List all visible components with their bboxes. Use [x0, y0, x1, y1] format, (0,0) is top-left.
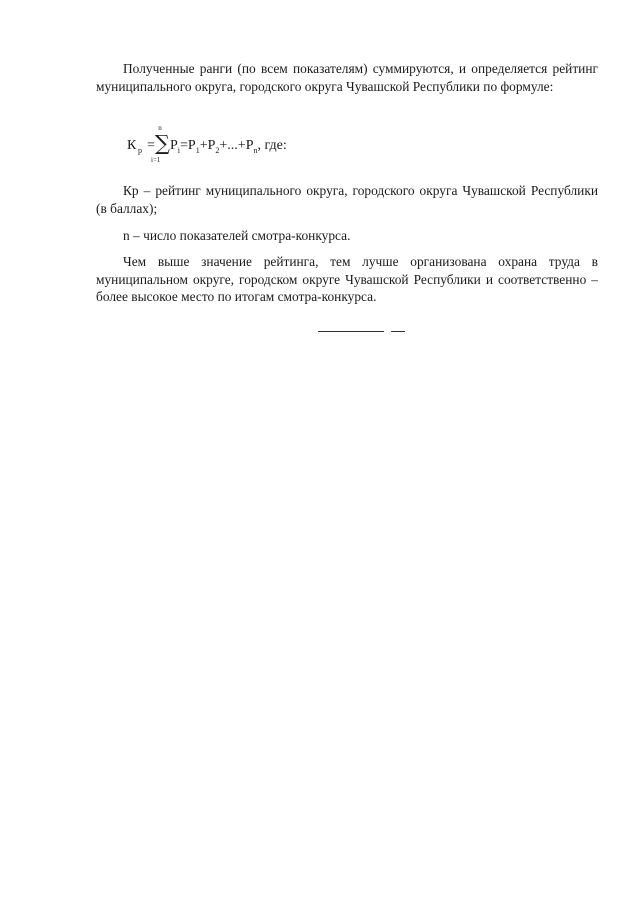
term-p: P: [170, 138, 178, 153]
end-rule-long: [318, 331, 384, 332]
formula-k-subscript: р: [138, 146, 142, 155]
formula-terms: [170, 138, 287, 155]
sigma-symbol: ∑: [155, 131, 170, 155]
term-eq-p: =P: [180, 138, 196, 153]
term-plus-p: +P: [199, 138, 216, 153]
paragraph-kr-definition: Кр – рейтинг муниципального округа, городского округа Чувашской Республики (в баллах);: [96, 183, 598, 216]
term-p-sub-1: 1: [195, 145, 200, 155]
sigma-upper-limit: n: [158, 124, 162, 132]
term-p-sub-i: i: [177, 145, 181, 155]
sigma-lower-limit: i=1: [151, 156, 161, 164]
formula-k: К: [127, 138, 137, 153]
term-p-sub-2: 2: [215, 145, 220, 155]
paragraph-n-definition: n – число показателей смотра-конкурса.: [123, 228, 351, 243]
term-p-sub-n: n: [253, 145, 258, 155]
paragraph-ranks-summed: Полученные ранги (по всем показателям) суммируются, и определяется рейтинг муниципального округа, городского округа Чувашской Республики по формуле:: [96, 61, 598, 94]
end-rule-short: [391, 331, 405, 332]
formula-equals: =: [147, 138, 155, 153]
paragraph-rating-meaning: Чем выше значение рейтинга, тем лучше организована охрана труда в муниципальном округе, городском округе Чувашской Республики и соответственно – более высокое место по итогам смотра-конкурса.: [96, 254, 598, 304]
formula-tail: , где:: [257, 138, 287, 153]
term-ellipsis-p: +...+P: [219, 138, 254, 153]
